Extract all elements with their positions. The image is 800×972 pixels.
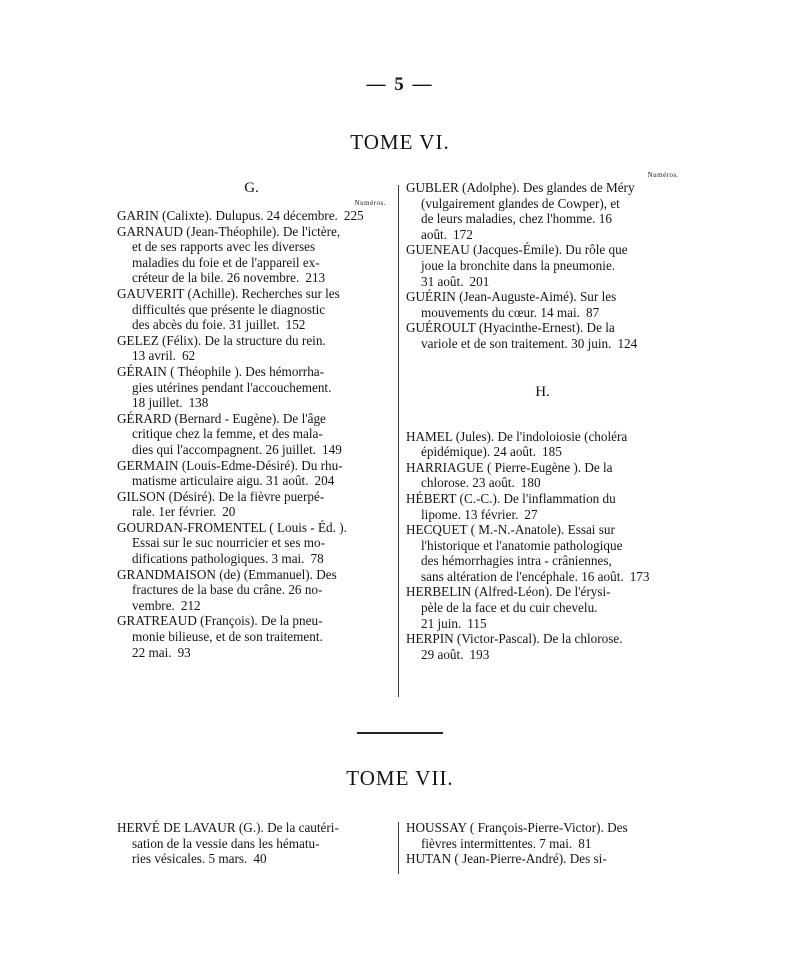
entry-line: GELEZ (Félix). De la structure du rein. xyxy=(117,332,326,348)
entry-text: 18 juillet. xyxy=(132,395,183,411)
column-divider xyxy=(398,185,399,697)
entry-line: HÉBERT (C.-C.). De l'inflammation du xyxy=(406,490,616,506)
index-entry xyxy=(406,631,679,662)
index-entry xyxy=(406,289,679,320)
entry-text: dies qui l'accompagnent. 26 juillet. xyxy=(132,441,317,457)
tome-vii-heading: TOME VII. xyxy=(346,766,454,790)
entry-line: critique chez la femme, et des mala- xyxy=(132,426,323,442)
entry-text: 29 août. xyxy=(421,646,464,662)
entry-line: monie bilieuse, et de son traitement. xyxy=(132,629,323,645)
entry-number: 78 xyxy=(310,551,324,567)
index-entry xyxy=(406,522,679,584)
entry-number: 87 xyxy=(585,304,600,320)
entry-number: 152 xyxy=(285,317,306,333)
entry-number: 27 xyxy=(524,506,538,522)
entry-number: 20 xyxy=(222,504,236,520)
entry-line: GUENEAU (Jacques-Émile). Du rôle que xyxy=(406,242,628,258)
entry-line xyxy=(406,616,679,632)
entry-line: et de ses rapports avec les diverses xyxy=(132,239,316,255)
entry-line xyxy=(117,551,386,567)
entry-line: des hémorrhagies intra - crâniennes, xyxy=(421,553,612,569)
tome-vi-heading: TOME VI. xyxy=(350,130,450,154)
letter-h-heading: H. xyxy=(535,383,550,400)
tome-vi-right-column xyxy=(406,170,679,662)
entry-list xyxy=(406,820,681,867)
entry-line xyxy=(117,270,386,286)
entry-line: GRANDMAISON (de) (Emmanuel). Des xyxy=(117,566,337,582)
tome-vii-left-column xyxy=(117,820,393,867)
entry-text: épidémique). 24 août. xyxy=(421,444,536,460)
entry-number: 93 xyxy=(177,644,191,660)
entry-line: GOURDAN-FROMENTEL ( Louis - Éd. ). xyxy=(117,519,347,535)
entry-line: HERVÉ DE LAVAUR (G.). De la cautéri- xyxy=(117,820,339,835)
entry-list xyxy=(117,820,393,867)
entry-number: 124 xyxy=(617,335,638,351)
entry-line xyxy=(117,208,386,224)
entry-number: 172 xyxy=(453,226,473,242)
index-entry xyxy=(117,224,386,286)
entry-line xyxy=(406,227,679,243)
entry-line: difficultés que présente le diagnostic xyxy=(132,301,326,317)
entry-text: difications pathologiques. 3 mai. xyxy=(132,551,305,567)
index-entry xyxy=(117,567,386,614)
entry-text: 21 juin. xyxy=(421,615,462,631)
entry-text: 13 avril. xyxy=(132,348,176,364)
entry-line: GUBLER (Adolphe). Des glandes de Méry xyxy=(406,180,635,195)
entry-text: lipome. 13 février. xyxy=(421,506,519,522)
column-divider xyxy=(398,822,399,874)
entry-line: sation de la vessie dans les hématu- xyxy=(132,835,320,851)
index-entry xyxy=(406,242,679,289)
entry-number: 213 xyxy=(305,270,326,286)
entry-line xyxy=(406,569,679,585)
entry-line xyxy=(406,507,679,523)
entry-number xyxy=(607,851,613,866)
index-entry xyxy=(117,820,393,867)
index-entry xyxy=(117,520,386,567)
numeros-label: Numéros. xyxy=(354,199,386,207)
entry-line: GÉRARD (Bernard - Eugène). De l'âge xyxy=(117,410,326,426)
entry-text: ries vésicales. 5 mars. xyxy=(132,851,248,867)
entry-list xyxy=(406,429,679,663)
entry-number: 149 xyxy=(322,441,342,457)
entry-text: 22 mai. xyxy=(132,644,172,660)
entry-number: 62 xyxy=(181,348,196,364)
entry-number: 193 xyxy=(469,646,490,662)
entry-text: vembre. xyxy=(132,597,175,613)
entry-line xyxy=(117,348,386,364)
entry-number: 40 xyxy=(253,851,267,867)
index-entry xyxy=(406,820,681,851)
entry-text: 31 août. xyxy=(421,273,464,289)
page-number: — 5 — xyxy=(366,74,434,95)
index-entry xyxy=(406,180,679,242)
entry-line xyxy=(406,336,679,352)
entry-number: 204 xyxy=(314,473,335,489)
entry-line: HAMEL (Jules). De l'indoloiosie (choléra xyxy=(406,428,628,444)
entry-line: de leurs maladies, chez l'homme. 16 xyxy=(421,211,612,227)
index-entry xyxy=(117,613,386,660)
entry-number: 138 xyxy=(188,395,209,411)
entry-line: GÉRAIN ( Théophile ). Des hémorrha- xyxy=(117,363,325,379)
index-entry xyxy=(406,851,681,867)
entry-list xyxy=(117,208,386,660)
entry-text: août. xyxy=(421,226,448,242)
letter-g-heading: G. xyxy=(244,180,259,196)
entry-line: GUÉROULT (Hyacinthe-Ernest). De la xyxy=(406,320,615,336)
entry-line xyxy=(117,851,393,867)
entry-text: variole et de son traitement. 30 juin. xyxy=(421,335,612,351)
entry-list xyxy=(406,180,679,352)
entry-line: l'historique et l'anatomie pathologique xyxy=(421,537,623,553)
index-entry xyxy=(406,429,679,460)
entry-number: 115 xyxy=(467,615,487,631)
entry-number: 81 xyxy=(578,835,592,851)
entry-line: GILSON (Désiré). De la fièvre puerpé- xyxy=(117,488,325,504)
index-entry xyxy=(117,411,386,458)
entry-line: HARRIAGUE ( Pierre-Eugène ). De la xyxy=(406,459,613,475)
entry-line xyxy=(406,305,679,321)
entry-line: GRATREAUD (François). De la pneu- xyxy=(117,613,323,629)
entry-line: GERMAIN (Louis-Edme-Désiré). Du rhu- xyxy=(117,457,343,473)
entry-line: HERBELIN (Alfred-Léon). De l'érysi- xyxy=(406,584,611,600)
section-separator xyxy=(357,732,443,734)
entry-line: GAUVERIT (Achille). Recherches sur les xyxy=(117,285,340,301)
entry-line xyxy=(406,647,679,663)
entry-line: HOUSSAY ( François-Pierre-Victor). Des xyxy=(406,820,628,835)
index-entry xyxy=(406,320,679,351)
entry-number: 173 xyxy=(629,568,650,584)
tome-vii-right-column xyxy=(406,820,681,867)
entry-line xyxy=(117,317,386,333)
entry-number: 180 xyxy=(520,475,541,491)
entry-line: maladies du foie et de l'appareil ex- xyxy=(132,254,320,270)
entry-number: 185 xyxy=(542,444,562,460)
numeros-label: Numéros. xyxy=(647,171,679,179)
entry-line: GUÉRIN (Jean-Auguste-Aimé). Sur les xyxy=(406,289,617,305)
index-entry xyxy=(117,458,386,489)
entry-text: créteur de la bile. 26 novembre. xyxy=(132,270,300,286)
entry-line xyxy=(117,442,386,458)
entry-line: Essai sur le suc nourricier et ses mo- xyxy=(132,535,325,551)
entry-line xyxy=(117,504,386,520)
entry-text: chlorose. 23 août. xyxy=(421,475,515,491)
entry-line: HERPIN (Victor-Pascal). De la chlorose. xyxy=(406,631,623,647)
entry-line: gies utérines pendant l'accouchement. xyxy=(132,379,332,395)
entry-line: GARNAUD (Jean-Théophile). De l'ictère, xyxy=(117,223,341,239)
entry-line: HECQUET ( M.-N.-Anatole). Essai sur xyxy=(406,522,615,538)
index-entry xyxy=(117,364,386,411)
entry-text: fièvres intermittentes. 7 mai. xyxy=(421,835,573,851)
index-entry xyxy=(117,286,386,333)
entry-number: 201 xyxy=(469,273,490,289)
entry-line: fractures de la base du crâne. 26 no- xyxy=(132,582,323,598)
index-entry xyxy=(406,460,679,491)
entry-text: sans altération de l'encéphale. 16 août. xyxy=(421,568,624,584)
index-entry xyxy=(117,489,386,520)
entry-line xyxy=(117,395,386,411)
entry-line xyxy=(406,274,679,290)
entry-line: joue la bronchite dans la pneumonie. xyxy=(421,257,616,273)
index-entry xyxy=(117,333,386,364)
entry-text: rale. 1er février. xyxy=(132,504,217,520)
index-entry xyxy=(406,584,679,631)
index-entry xyxy=(117,208,386,224)
entry-number: 212 xyxy=(180,597,201,613)
entry-text: des abcès du foie. 31 juillet. xyxy=(132,317,280,333)
entry-line xyxy=(406,475,679,491)
entry-line xyxy=(117,645,386,661)
tome-vi-left-column xyxy=(117,178,386,660)
entry-text: HUTAN ( Jean-Pierre-André). Des si- xyxy=(406,851,607,867)
entry-number: 225 xyxy=(343,208,364,223)
entry-line xyxy=(117,598,386,614)
entry-line xyxy=(117,473,386,489)
entry-line: pèle de la face et du cuir chevelu. xyxy=(421,600,598,616)
entry-line xyxy=(406,851,681,867)
entry-line xyxy=(406,836,681,852)
entry-text: GARIN (Calixte). Dulupus. 24 décembre. xyxy=(117,208,338,223)
entry-text: matisme articulaire aigu. 31 août. xyxy=(132,473,309,489)
entry-text: mouvements du cœur. 14 mai. xyxy=(421,304,580,320)
entry-line: (vulgairement glandes de Cowper), et xyxy=(421,195,620,211)
entry-line xyxy=(406,444,679,460)
index-entry xyxy=(406,491,679,522)
